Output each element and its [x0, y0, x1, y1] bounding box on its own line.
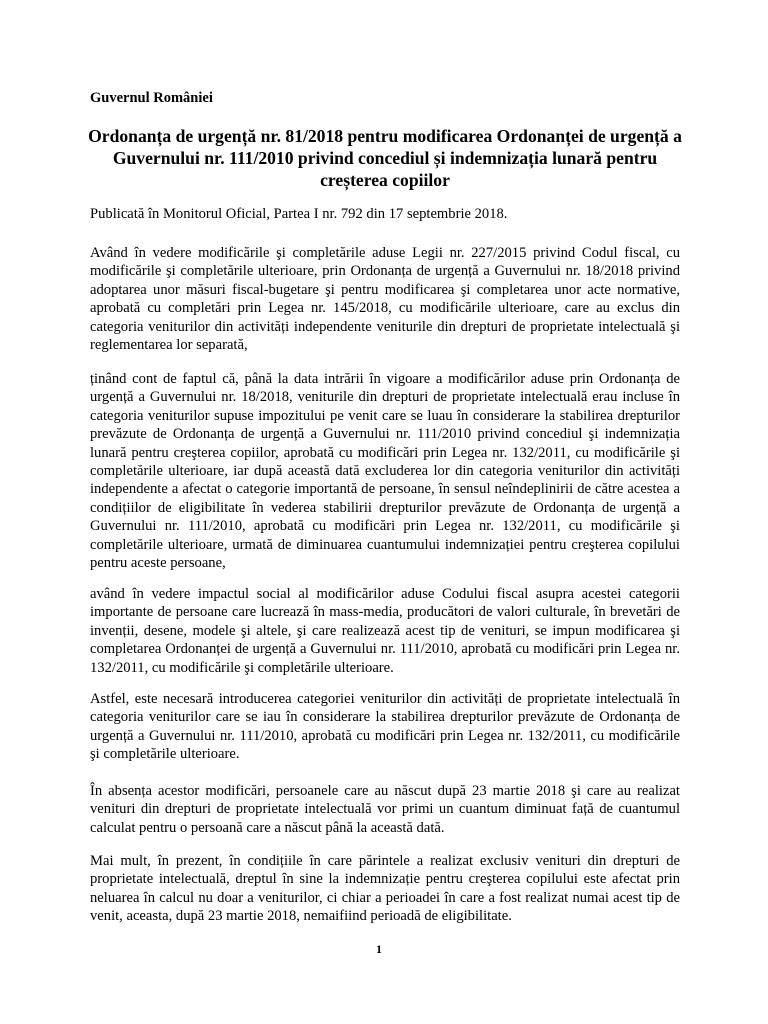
organization-name: Guvernul României	[90, 90, 213, 106]
paragraph-1: Având în vedere modificările şi completările aduse Legii nr. 227/2015 privind Codul fiscal, cu modificările şi completările ulterioare, prin Ordonanța de urgență a Guvernului nr. 18/2018 privind adoptarea unor măsuri fiscal-bugetare şi pentru modificarea şi completarea unor acte normative, aprobată cu completări prin Legea nr. 145/2018, cu modificările ulterioare, care au exclus din categoria veniturilor din activități independente veniturile din drepturi de proprietate intelectuală şi reglementarea lor separată,	[90, 245, 680, 354]
paragraph-3: având în vedere impactul social al modificărilor aduse Codului fiscal asupra acestei categorii importante de persoane care lucrează în mass-media, producători de valori culturale, în brevetări de invenții, desene, modele şi altele, şi care realizează acest tip de venituri, se impun modificarea şi completarea Ordonanței de urgență a Guvernului nr. 111/2010, aprobată cu modificări prin Legea nr. 132/2011, cu modificările şi completările ulterioare.	[90, 586, 680, 676]
publication-info: Publicată în Monitorul Oficial, Partea I nr. 792 din 17 septembrie 2018.	[90, 206, 508, 222]
paragraph-4: Astfel, este necesară introducerea categoriei veniturilor din activități de proprietate intelectuală în categoria veniturilor care se iau în considerare la stabilirea drepturilor prevăzute de Ordonanța de urgență a Guvernului nr. 111/2010, aprobată cu modificări prin Legea nr. 132/2011, cu modificările şi completările ulterioare.	[90, 691, 680, 763]
document-title: Ordonanța de urgență nr. 81/2018 pentru modificarea Ordonanței de urgență a Guvernului nr. 111/2010 privind concediul și indemnizația lunară pentru creșterea copiilor	[88, 126, 682, 190]
paragraph-6: Mai mult, în prezent, în condițiile în care părintele a realizat exclusiv venituri din drepturi de proprietate intelectuală, dreptul în sine la indemnizație pentru creşterea copilului este afectat prin neluarea în calcul nu doar a veniturilor, ci chiar a perioadei în care a fost realizat numai acest tip de venit, aceasta, după 23 martie 2018, nemaifiind perioadă de eligibilitate.	[90, 853, 680, 925]
page-number: 1	[376, 942, 382, 956]
paragraph-2: ținând cont de faptul că, până la data intrării în vigoare a modificărilor aduse prin Ordonanța de urgență a Guvernului nr. 18/2018, veniturile din drepturi de proprietate intelectuală erau incluse în categoria veniturilor supuse impozitului pe venit care se luau în considerare la stabilirea drepturilor prevăzute de Ordonanța de urgență a Guvernului nr. 111/2010 privind concediul şi indemnizația lunară pentru creşterea copiilor, aprobată cu modificări prin Legea nr. 132/2011, cu modificările şi completările ulterioare, iar după această dată excluderea lor din categoria veniturilor din activități independente a afectat o categorie importantă de persoane, în sensul neîndeplinirii de către acestea a condițiilor de eligibilitate în vederea stabilirii drepturilor prevăzute de Ordonanța de urgență a Guvernului nr. 111/2010, aprobată cu modificări prin Legea nr. 132/2011, cu modificările şi completările ulterioare, urmată de diminuarea cuantumului indemnizației pentru creşterea copilului pentru aceste persoane,	[90, 371, 680, 572]
paragraph-5: În absența acestor modificări, persoanele care au născut după 23 martie 2018 şi care au realizat venituri din drepturi de proprietate intelectuală vor primi un cuantum diminuat față de cuantumul calculat pentru o persoană care a născut până la această dată.	[90, 783, 680, 836]
